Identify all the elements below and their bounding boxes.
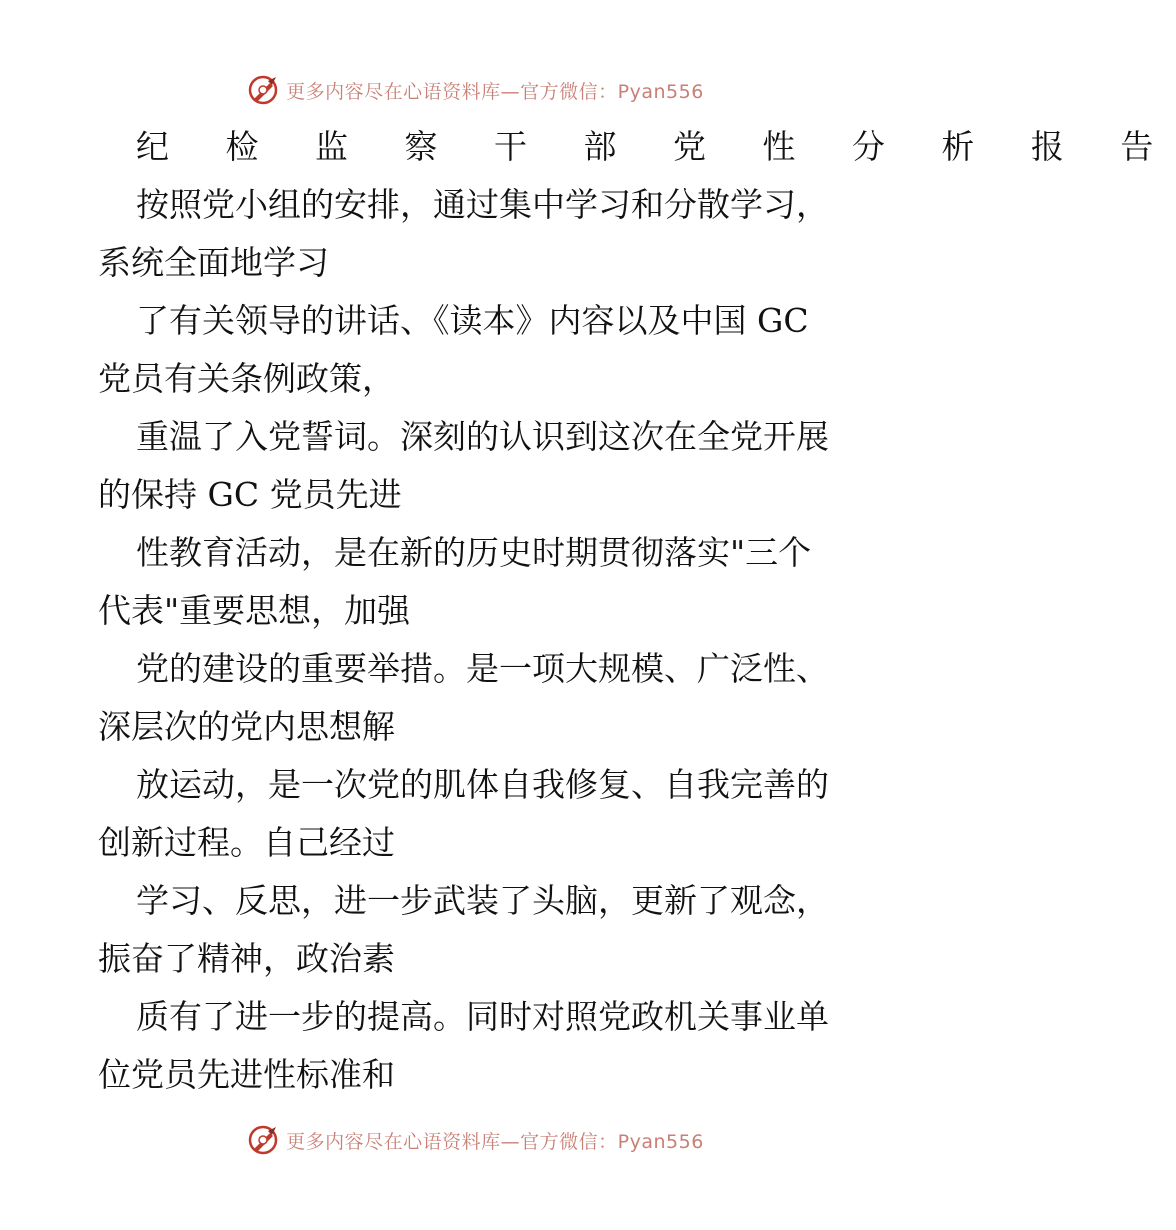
footer-watermark xyxy=(0,1120,950,1160)
document-title: 纪 检 监 察 干 部 党 性 分 析 报 告 xyxy=(136,127,1176,166)
paragraph-line: 代表"重要思想，加强 xyxy=(98,591,411,630)
watermark-text: 更多内容尽在心语资料库—官方微信：Pyan556 xyxy=(286,1130,704,1153)
paragraph xyxy=(98,524,858,640)
quill-logo-icon xyxy=(246,73,280,107)
paragraph-line: 党的建设的重要举措。是一项大规模、广泛性、 xyxy=(136,649,829,688)
paragraph xyxy=(98,640,858,756)
watermark-text: 更多内容尽在心语资料库—官方微信：Pyan556 xyxy=(286,80,704,103)
paragraph-line: 的保持 GC 党员先进 xyxy=(98,475,402,514)
paragraph xyxy=(98,176,858,292)
document-body xyxy=(98,118,1176,1104)
paragraph-line: 了有关领导的讲话、《读本》内容以及中国 GC xyxy=(136,301,809,340)
paragraph xyxy=(98,756,858,872)
paragraph xyxy=(98,408,858,524)
paragraph-line: 放运动，是一次党的肌体自我修复、自我完善的 xyxy=(136,765,829,804)
paragraph-line: 党员有关条例政策， xyxy=(98,359,395,398)
paragraph-line: 重温了入党誓词。深刻的认识到这次在全党开展 xyxy=(136,417,829,456)
quill-logo-icon xyxy=(246,1123,280,1157)
paragraph-line: 位党员先进性标准和 xyxy=(98,1055,395,1094)
paragraph-line: 深层次的党内思想解 xyxy=(98,707,395,746)
paragraph xyxy=(98,988,858,1104)
paragraph xyxy=(98,872,858,988)
paragraph-line: 系统全面地学习 xyxy=(98,243,329,282)
paragraph-line: 振奋了精神，政治素 xyxy=(98,939,395,978)
header-watermark xyxy=(0,70,950,110)
paragraph-line: 按照党小组的安排，通过集中学习和分散学习， xyxy=(136,185,829,224)
paragraph-line: 质有了进一步的提高。同时对照党政机关事业单 xyxy=(136,997,829,1036)
paragraph-line: 学习、反思，进一步武装了头脑，更新了观念， xyxy=(136,881,829,920)
paragraph-line: 性教育活动，是在新的历史时期贯彻落实"三个 xyxy=(136,533,812,572)
paragraph-line: 创新过程。自己经过 xyxy=(98,823,395,862)
paragraph xyxy=(98,292,858,408)
